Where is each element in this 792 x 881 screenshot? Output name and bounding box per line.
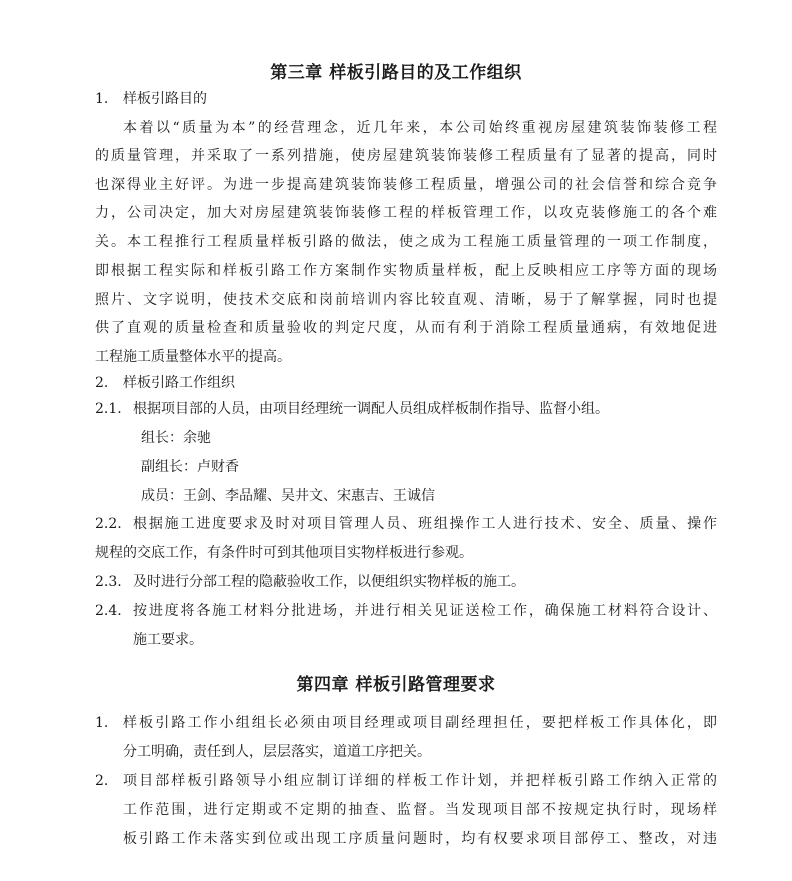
paragraph-line: 也深得业主好评。为进一步提高建筑装饰装修工程质量，增强公司的社会信誉和综合竞争 xyxy=(95,177,717,193)
item-2-2-line: 规程的交底工作，有条件时可到其他项目实物样板进行参观。 xyxy=(95,545,473,561)
chapter-3-title: 第三章 样板引路目的及工作组织 xyxy=(270,63,522,83)
item-2-2-number: 2.2. xyxy=(95,516,122,532)
paragraph-line: 的质量管理，并采取了一系列措施，使房屋建筑装饰装修工程质量有了显著的提高，同时 xyxy=(95,148,717,164)
item-2-4-number: 2.4. xyxy=(95,603,122,619)
paragraph-line: 照片、文字说明，使技术交底和岗前培训内容比较直观、清晰，易于了解掌握，同时也提 xyxy=(95,292,717,308)
ch4-item-2-number: 2. xyxy=(95,773,109,789)
item-2-4-line: 按进度将各施工材料分批进场，并进行相关见证送检工作，确保施工材料符合设计、 xyxy=(133,603,717,619)
section-1-title: 样板引路目的 xyxy=(123,91,207,107)
ch4-item-1-line: 分工明确，责任到人，层层落实，道道工序把关。 xyxy=(123,744,431,760)
group-leader: 组长：余驰 xyxy=(141,430,211,446)
deputy-leader: 副组长：卢财香 xyxy=(141,459,239,475)
item-2-2-line: 根据施工进度要求及时对项目管理人员、班组操作工人进行技术、安全、质量、操作 xyxy=(133,516,717,532)
item-2-1-text: 根据项目部的人员，由项目经理统一调配人员组成样板制作指导、监督小组。 xyxy=(133,401,609,417)
item-2-3-text: 及时进行分部工程的隐蔽验收工作，以便组织实物样板的施工。 xyxy=(133,574,525,590)
ch4-item-1-line: 样板引路工作小组组长必须由项目经理或项目副经理担任，要把样板工作具体化，即 xyxy=(123,715,717,731)
paragraph-line: 即根据工程实际和样板引路工作方案制作实物质量样板，配上反映相应工序等方面的现场 xyxy=(95,263,717,279)
ch4-item-2-line: 项目部样板引路领导小组应制订详细的样板工作计划，并把样板引路工作纳入正常的 xyxy=(123,773,717,789)
paragraph-line: 供了直观的质量检查和质量验收的判定尺度，从而有利于消除工程质量通病，有效地促进 xyxy=(95,320,717,336)
paragraph-line: 关。本工程推行工程质量样板引路的做法，使之成为工程施工质量管理的一项工作制度， xyxy=(95,234,717,250)
item-2-1-number: 2.1. xyxy=(95,401,122,417)
item-2-4-line: 施工要求。 xyxy=(133,632,203,648)
paragraph-line: 本着以“质量为本”的经营理念，近几年来，本公司始终重视房屋建筑装饰装修工程 xyxy=(123,120,717,136)
ch4-item-2-line: 工作范围，进行定期或不定期的抽查、监督。当发现项目部不按规定执行时，现场样 xyxy=(123,802,717,818)
paragraph-line: 力，公司决定，加大对房屋建筑装饰装修工程的样板管理工作，以攻克装修施工的各个难 xyxy=(95,205,717,221)
group-members: 成员：王剑、李品耀、吴井文、宋惠吉、王诚信 xyxy=(141,488,435,504)
section-2-title: 样板引路工作组织 xyxy=(123,375,235,391)
section-2-number: 2. xyxy=(95,375,109,391)
item-2-3-number: 2.3. xyxy=(95,574,122,590)
paragraph-line: 工程施工质量整体水平的提高。 xyxy=(95,349,291,365)
ch4-item-2-line: 板引路工作未落实到位或出现工序质量问题时，均有权要求项目部停工、整改，对违 xyxy=(123,831,717,847)
chapter-4-title: 第四章 样板引路管理要求 xyxy=(296,675,496,695)
ch4-item-1-number: 1. xyxy=(95,715,109,731)
section-1-number: 1. xyxy=(95,91,109,107)
